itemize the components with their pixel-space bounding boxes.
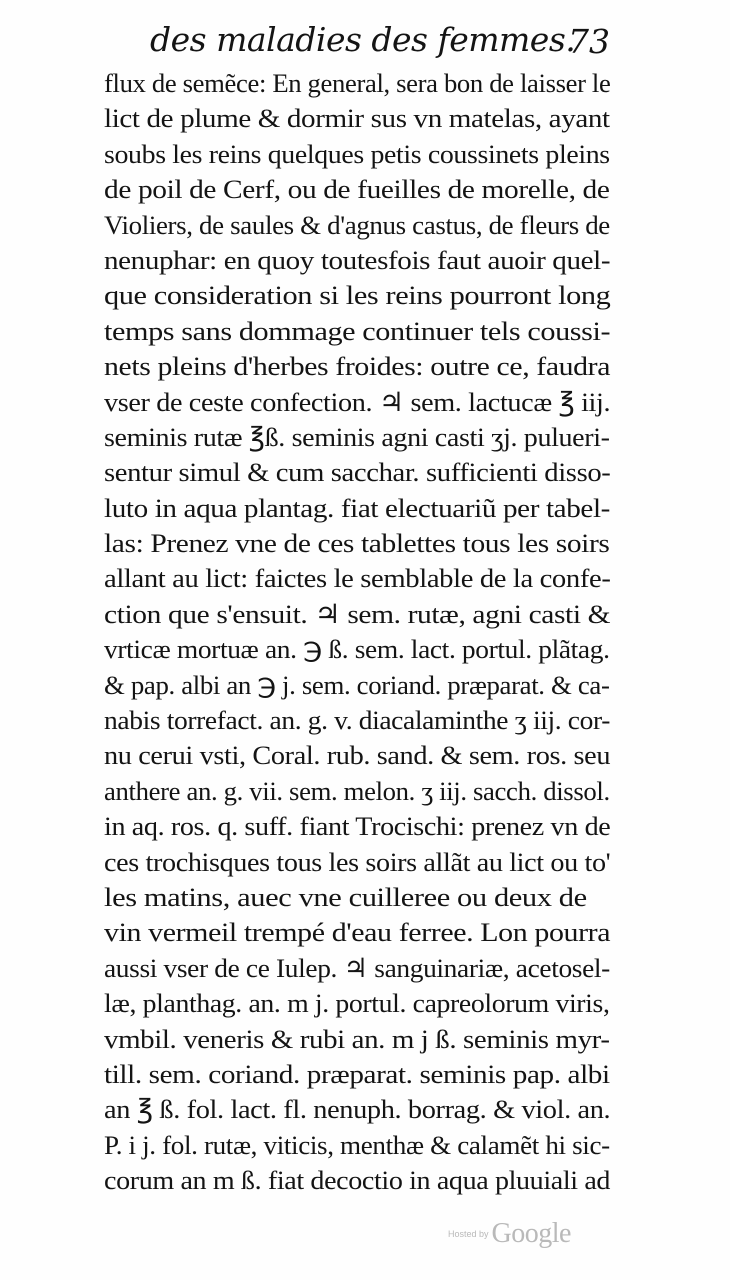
body-text — [104, 66, 614, 1199]
text-line: flux de semẽce: En general, sera bon de laisser le — [104, 68, 611, 98]
text-line: las: Prenez vne de ces tablettes tous les soirs — [104, 528, 610, 559]
google-watermark — [448, 1218, 598, 1252]
google-logo: Google — [491, 1218, 571, 1249]
text-line: luto in aqua plantag. fiat electuariũ per tabel- — [104, 492, 610, 523]
text-line: Violiers, de saules & d'agnus castus, de fleurs de — [104, 209, 610, 240]
text-line: an ℥ ß. fol. lact. fl. nenuph. borrag. & viol. an. — [104, 1094, 611, 1125]
text-line: nenuphar: en quoy toutesfois faut auoir quel- — [104, 244, 611, 275]
hosted-by-label: Hosted by — [448, 1229, 489, 1239]
text-line: ces trochisques tous les soirs allãt au lict ou to' — [104, 846, 611, 877]
text-line: nu cerui vsti, Coral. rub. sand. & sem. ros. seu — [104, 740, 611, 771]
text-line: lict de plume & dormir sus vn matelas, ayant — [104, 103, 610, 134]
text-line: in aq. ros. q. suff. fiant Trocischi: prenez vn de — [104, 811, 611, 842]
text-line: les matins, auec vne cuilleree ou deux de — [104, 881, 587, 912]
text-line: nets pleins d'herbes froides: outre ce, faudra — [104, 351, 611, 382]
text-line: allant au lict: faictes le semblable de la confe- — [104, 563, 611, 594]
text-line: de poil de Cerf, ou de fueilles de morelle, de — [104, 174, 610, 205]
text-line: vin vermeil trempé d'eau ferree. Lon pourra — [104, 917, 611, 948]
text-line: sentur simul & cum sacchar. sufficienti disso- — [104, 457, 611, 488]
text-line: vmbil. veneris & rubi an. m j ß. seminis myr- — [104, 1023, 610, 1054]
page-number: 73 — [568, 22, 610, 61]
text-line: vser de ceste confection. ♃ sem. lactucæ ℥ iij. — [104, 386, 611, 417]
text-line: aussi vser de ce Iulep. ♃ sanguinariæ, acetosel- — [104, 952, 610, 983]
text-line: que consideration si les reins pourront long — [104, 280, 611, 311]
text-line: vrticæ mortuæ an. ℈ ß. sem. lact. portul. plãtag. — [104, 634, 610, 665]
text-line: anthere an. g. vii. sem. melon. ʒ iij. sacch. dissol. — [104, 775, 610, 806]
text-line: corum an m ß. fiat decoctio in aqua pluuiali ad — [104, 1165, 611, 1196]
text-line: nabis torrefact. an. g. v. diacalaminthe ʒ iij. cor- — [104, 705, 611, 736]
text-line: seminis rutæ ℥ß. seminis agni casti ʒj. pulueri- — [104, 421, 610, 452]
text-line: temps sans dommage continuer tels coussi- — [104, 315, 611, 346]
page-header — [150, 20, 610, 68]
text-line: P. i j. fol. rutæ, viticis, menthæ & calamẽt hi sic- — [104, 1129, 610, 1160]
running-head: des maladies des femmes. — [150, 20, 576, 59]
text-line: till. sem. coriand. præparat. seminis pap. albi — [104, 1058, 610, 1089]
text-line: ction que s'ensuit. ♃ sem. rutæ, agni casti & — [104, 598, 611, 629]
text-line: soubs les reins quelques petis coussinets pleins — [104, 138, 610, 169]
text-line: læ, planthag. an. m j. portul. capreolorum viris, — [104, 988, 610, 1019]
text-line: & pap. albi an ℈ j. sem. coriand. præparat. & ca- — [104, 669, 610, 700]
